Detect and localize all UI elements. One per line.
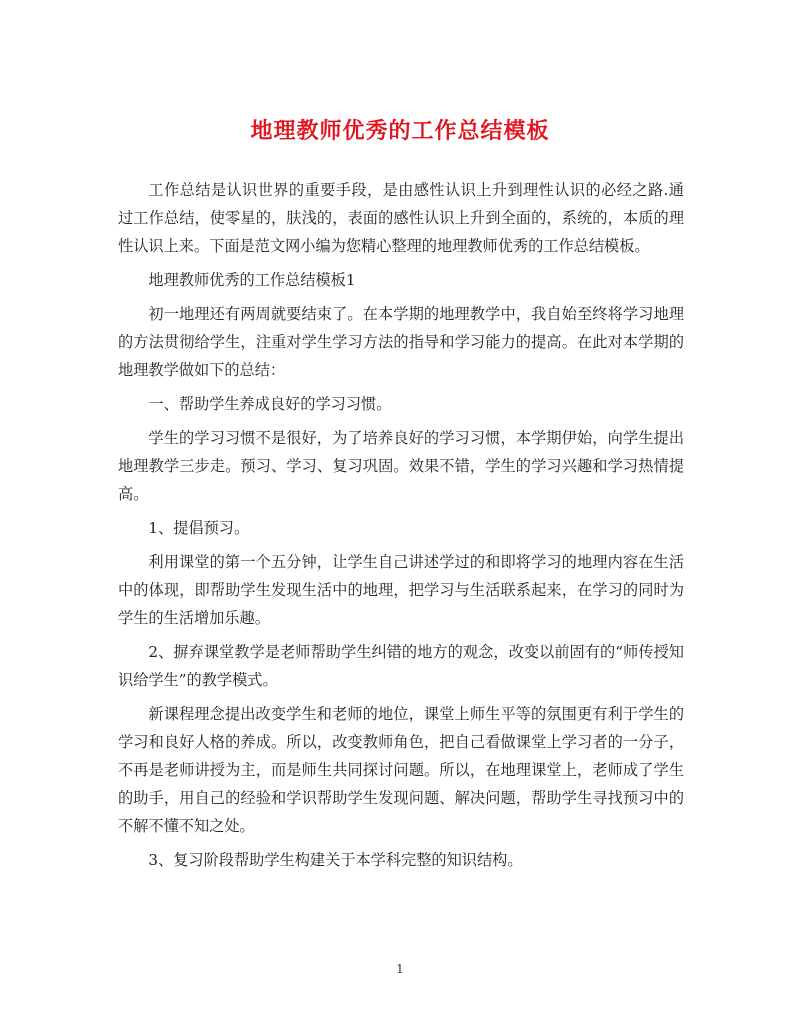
section-heading: 地理教师优秀的工作总结模板1 [148, 271, 356, 289]
intro-paragraph: 工作总结是认识世界的重要手段，是由感性认识上升到理性认识的必经之路.通过工作总结，使零星的，肤浅的，表面的感性认识上升到全面的，系统的，本质的理性认识上来。下面是范文网小编为您精心整理的地理教师优秀的工作总结模板。 [118, 181, 684, 255]
list-heading: 2、摒弃课堂教学是老师帮助学生纠错的地方的观念，改变以前固有的“师传授知识给学生”的教学模式。 [118, 643, 684, 689]
body-paragraph: 学生的学习习惯不是很好，为了培养良好的学习习惯，本学期伊始，向学生提出地理教学三步走。预习、学习、复习巩固。效果不错，学生的学习兴趣和学习热情提高。 [118, 429, 684, 503]
document-body [118, 176, 684, 880]
body-paragraph: 初一地理还有两周就要结束了。在本学期的地理教学中，我自始至终将学习地理的方法贯彻给学生，注重对学生学习方法的指导和学习能力的提高。在此对本学期的地理教学做如下的总结： [118, 305, 684, 379]
body-paragraph: 新课程理念提出改变学生和老师的地位，课堂上师生平等的氛围更有利于学生的学习和良好人格的养成。所以，改变教师角色，把自己看做课堂上学习者的一分子，不再是老师讲授为主，而是师生共同探讨问题。所以，在地理课堂上，老师成了学生的助手，用自己的经验和学识帮助学生发现问题、解决问题，帮助学生寻找预习中的不解不懂不知之处。 [118, 705, 684, 835]
body-paragraph: 利用课堂的第一个五分钟，让学生自己讲述学过的和即将学习的地理内容在生活中的体现，即帮助学生发现生活中的地理，把学习与生活联系起来，在学习的同时为学生的生活增加乐趣。 [118, 553, 684, 627]
subheading: 一、帮助学生养成良好的学习习惯。 [148, 395, 392, 413]
document-title: 地理教师优秀的工作总结模板 [250, 118, 550, 144]
list-heading: 1、提倡预习。 [148, 519, 250, 537]
list-heading: 3、复习阶段帮助学生构建关于本学科完整的知识结构。 [148, 851, 523, 869]
page-number: 1 [396, 962, 404, 976]
